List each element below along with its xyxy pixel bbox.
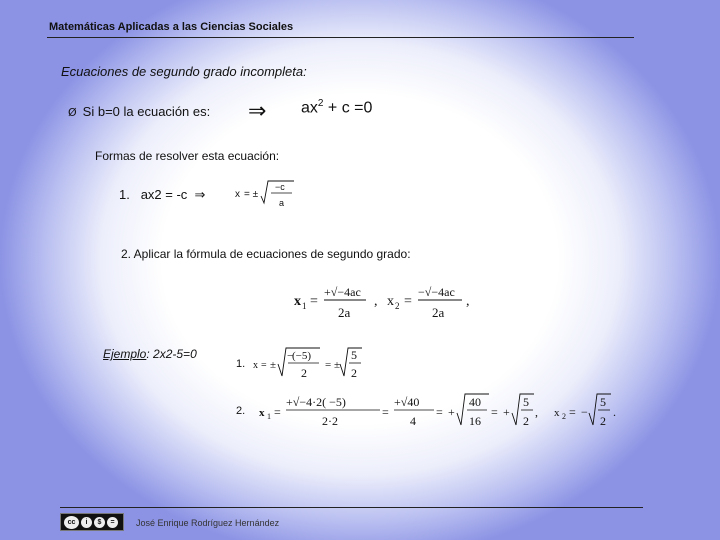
incomplete-equation — [301, 98, 372, 117]
s1-result-denominator: 2 — [351, 366, 357, 380]
qf-x1-sub: 1 — [302, 301, 307, 311]
qf-separator: , — [374, 294, 378, 309]
s2-frac3-numerator: 40 — [469, 395, 481, 409]
example-equation: 2x2-5=0 — [149, 347, 197, 361]
method-1 — [119, 187, 205, 203]
s2-frac3-denominator: 16 — [469, 414, 481, 428]
s2-frac4-numerator: 5 — [523, 395, 529, 409]
noncommercial-icon: $ — [94, 517, 105, 528]
qf-x1: x — [294, 294, 301, 309]
qf-x2-sub: 2 — [395, 301, 400, 311]
bullet-arrow-icon: Ø — [68, 106, 77, 119]
s2-eq2: = — [382, 405, 389, 419]
condition-bullet — [68, 104, 210, 119]
m1-denominator: a — [279, 198, 285, 208]
example-label — [103, 347, 197, 361]
s2-frac2-numerator: +√40 — [394, 395, 420, 409]
section-title: Ecuaciones de segundo grado incompleta: — [61, 64, 307, 79]
method-1-formula — [235, 176, 295, 210]
s1-eq2: = ± — [325, 359, 340, 371]
qf-x1-numerator: +√−4ac — [324, 285, 361, 299]
methods-intro: Formas de resolver esta ecuación: — [95, 149, 280, 163]
qf-x2-numerator: −√−4ac — [418, 285, 455, 299]
s1-number: 1. — [236, 358, 246, 370]
s2-eq5: = — [569, 405, 576, 419]
s2-eq4: = — [491, 405, 498, 419]
qf-trailing: , — [466, 294, 470, 309]
method-1-implies-icon: ⇒ — [194, 188, 206, 203]
example-solution-2 — [236, 391, 626, 431]
s2-x1-sub: 1 — [267, 412, 271, 421]
noderivatives-icon: = — [107, 517, 118, 528]
s2-plus2: + — [503, 405, 510, 419]
s2-minus: − — [581, 405, 588, 419]
implies-arrow-icon: ⇒ — [248, 99, 267, 124]
creative-commons-license-icon[interactable] — [60, 513, 124, 531]
s2-frac2-denominator: 4 — [410, 414, 416, 428]
header-divider — [47, 37, 634, 38]
s2-comma: , — [535, 405, 538, 419]
footer-divider — [60, 507, 643, 508]
s2-number: 2. — [236, 405, 246, 417]
s2-frac5-numerator: 5 — [600, 395, 606, 409]
s2-eq1: = — [274, 405, 281, 419]
s2-x2-sub: 2 — [562, 412, 566, 421]
s2-x1: x — [259, 407, 265, 419]
method-1-text: ax2 = -c — [140, 187, 188, 202]
s1-inner-numerator: (−5) — [292, 350, 312, 362]
qf-x2-denominator: 2a — [432, 305, 445, 320]
s2-frac5-denominator: 2 — [600, 414, 606, 428]
condition-text: Si b=0 la ecuación es: — [82, 104, 211, 119]
equation-rhs: + c =0 — [323, 99, 373, 117]
example-solution-1 — [236, 344, 376, 384]
s2-x2: x — [554, 407, 560, 419]
header-title: Matemáticas Aplicadas a las Ciencias Sociales — [49, 21, 294, 33]
example-colon: : — [146, 347, 150, 361]
example-word: Ejemplo — [103, 347, 147, 361]
m1-x: x — [235, 189, 240, 200]
s2-frac1-numerator: +√−4·2( −5) — [286, 395, 346, 409]
s1-prefix: − — [287, 350, 294, 362]
s2-eq3: = — [436, 405, 443, 419]
equation-lhs: ax — [301, 99, 318, 117]
qf-x1-denominator: 2a — [338, 305, 351, 320]
quadratic-formula — [290, 278, 480, 324]
m1-op: = ± — [244, 189, 259, 200]
s1-x: x — [253, 360, 258, 371]
s1-eq: = — [261, 360, 267, 371]
equation-exponent: 2 — [317, 98, 324, 109]
s2-trailing: . — [613, 405, 616, 419]
s2-frac4-denominator: 2 — [523, 414, 529, 428]
qf-eq2: = — [404, 294, 412, 309]
s2-frac1-denominator: 2·2 — [322, 414, 338, 428]
m1-numerator: −c — [275, 182, 285, 192]
s2-plus1: + — [448, 405, 455, 419]
footer-author: José Enrique Rodríguez Hernández — [136, 518, 280, 528]
qf-eq1: = — [310, 294, 318, 309]
s1-result-numerator: 5 — [351, 348, 357, 362]
qf-x2: x — [387, 294, 394, 309]
cc-icon: cc — [64, 516, 79, 529]
s1-inner-denominator: 2 — [301, 366, 307, 380]
method-2-text: 2. Aplicar la fórmula de ecuaciones de segundo grado: — [121, 247, 411, 261]
s1-pm: ± — [270, 359, 277, 371]
attribution-icon: i — [81, 517, 92, 528]
method-1-number: 1. — [119, 187, 130, 202]
